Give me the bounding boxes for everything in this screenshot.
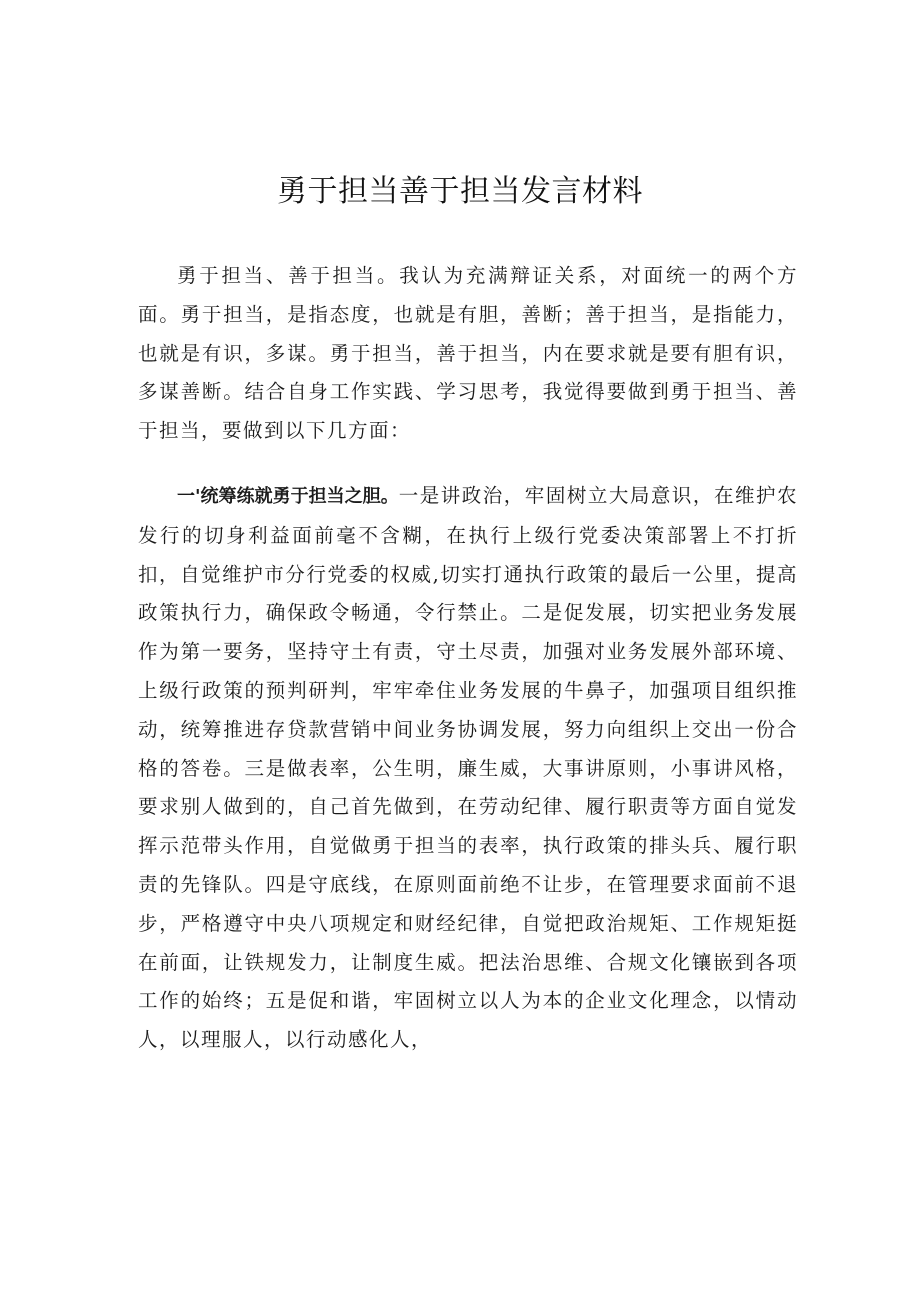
document-title: 勇于担当善于担当发言材料 bbox=[277, 174, 643, 209]
paragraph-intro bbox=[138, 257, 798, 451]
paragraph-intro-text: 勇于担当、善于担当。我认为充满辩证关系，对面统一的两个方面。勇于担当，是指态度，也就是有胆，善断；善于担当，是指能力，也就是有识，多谋。勇于担当，善于担当，内在要求就是要有胆有识，多谋善断。结合自身工作实践、学习思考，我觉得要做到勇于担当、善于担当，要做到以下几方面： bbox=[138, 264, 798, 443]
section-one-heading: 一'统筹练就勇于担当之胆。 bbox=[177, 486, 399, 507]
paragraph-section-one-text: 一是讲政治，牢固树立大局意识，在维护农发行的切身利益面前毫不含糊，在执行上级行党委决策部署上不打折扣，自觉维护市分行党委的权威,切实打通执行政策的最后一公里，提高政策执行力，确保政令畅通，令行禁止。二是促发展，切实把业务发展作为第一要务，坚持守土有责，守土尽责，加强对业务发展外部环境、上级行政策的预判研判，牢牢牵住业务发展的牛鼻子，加强项目组织推动，统筹推进存贷款营销中间业务协调发展，努力向组织上交出一份合格的答卷。三是做表率，公生明，廉生威，大事讲原则，小事讲风格，要求别人做到的，自己首先做到，在劳动纪律、履行职责等方面自觉发挥示范带头作用，自觉做勇于担当的表率，执行政策的排头兵、履行职责的先锋队。四是守底线，在原则面前绝不让步，在管理要求面前不退步，严格遵守中央八项规定和财经纪律，自觉把政治规矩、工作规矩挺在前面，让铁规发力，让制度生威。把法治思维、合规文化镶嵌到各项工作的始终；五是促和谐，牢固树立以人为本的企业文化理念，以情动人，以理服人，以行动感化人， bbox=[138, 484, 798, 1052]
paragraph-section-one bbox=[138, 477, 798, 1060]
